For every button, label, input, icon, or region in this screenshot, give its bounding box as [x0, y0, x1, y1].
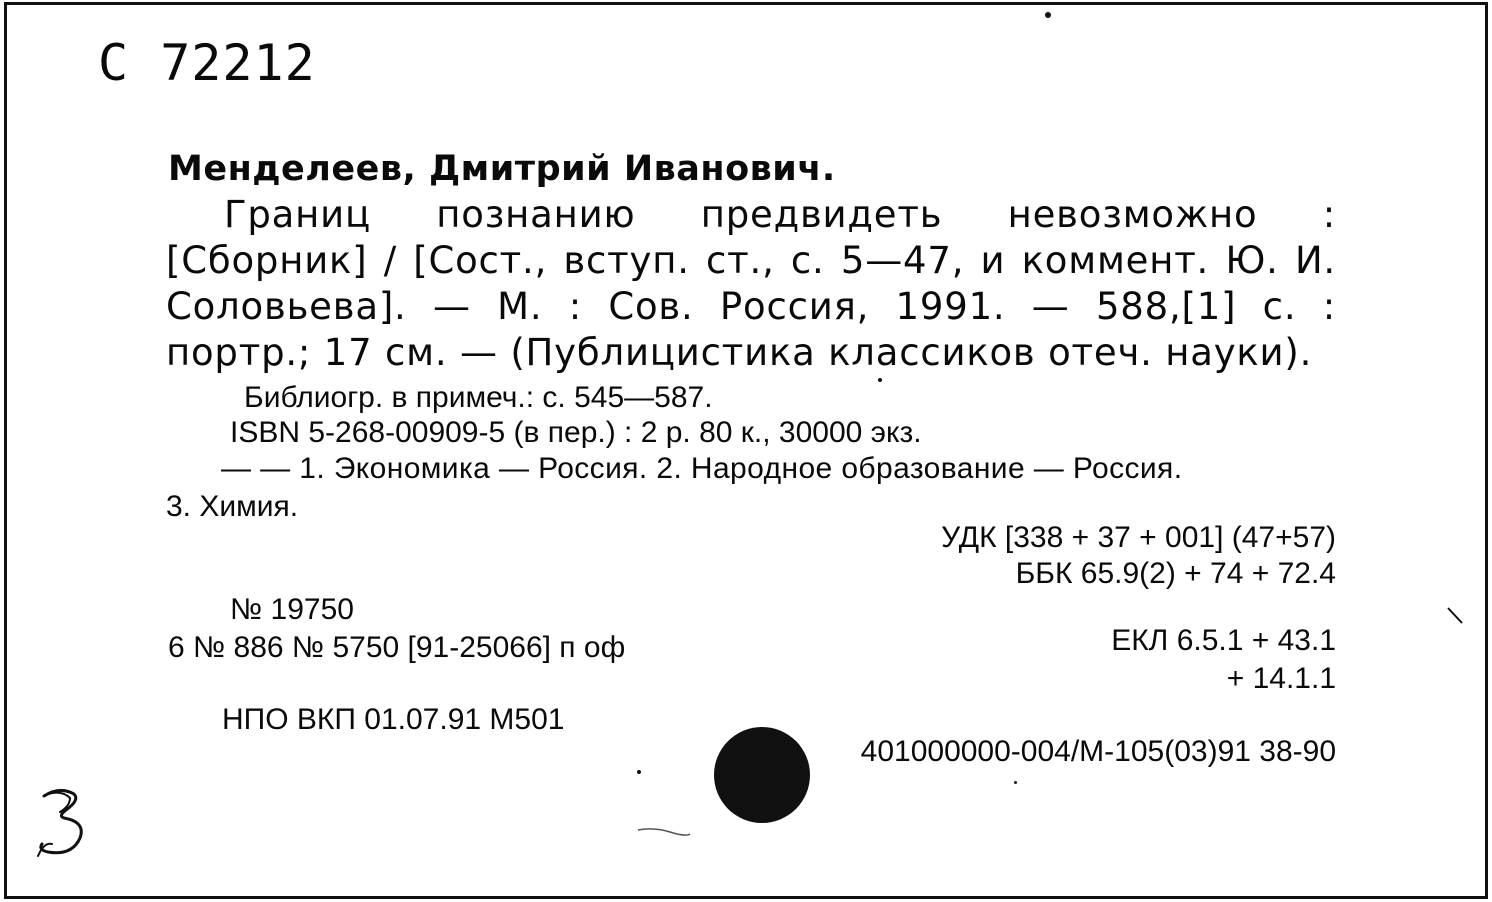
- ink-speck: [637, 770, 641, 774]
- smudge-mark-icon: [634, 822, 694, 842]
- bbk-index: ББК 65.9(2) + 74 + 72.4: [1015, 557, 1336, 590]
- bibliographic-description: Границ познанию предвидеть невозможно : [Сборник] / [Сост., вступ. ст., с. 5—47, и коммент. Ю. И. Соловьева]. — М. : Сов. Россия, 1991. — 588,[1] с. : портр.; 17 см. — (Публицистика классиков отеч. науки).: [166, 193, 1336, 374]
- npo-line: НПО ВКП 01.07.91 М501: [222, 703, 565, 736]
- ink-speck: [1045, 12, 1051, 18]
- ink-speck: [878, 378, 882, 382]
- author-heading: Менделеев, Дмитрий Иванович.: [168, 149, 836, 189]
- subjects-line-1: — — 1. Экономика — Россия. 2. Народное образование — Россия.: [221, 452, 1183, 485]
- classification-code: 401000000-004/М-105(03)91 38-90: [860, 735, 1336, 768]
- udc-index: УДК [338 + 37 + 001] (47+57): [941, 521, 1336, 554]
- order-line: 6 № 886 № 5750 [91-25066] п оф: [168, 631, 626, 664]
- subjects-line-2: 3. Химия.: [166, 490, 299, 523]
- ekl-index-line-2: + 14.1.1: [1226, 662, 1336, 695]
- call-number: С 72212: [98, 34, 316, 92]
- isbn-line: ISBN 5-268-00909-5 (в пер.) : 2 р. 80 к., 30000 экз.: [230, 416, 922, 449]
- ink-speck: [1014, 781, 1017, 784]
- handwritten-mark-icon: [30, 784, 94, 860]
- bibliography-note: Библиогр. в примеч.: с. 545—587.: [244, 381, 713, 414]
- punch-hole: [714, 727, 810, 823]
- ekl-index-line-1: ЕКЛ 6.5.1 + 43.1: [1111, 624, 1336, 657]
- stray-mark-icon: [1444, 604, 1468, 628]
- record-number: № 19750: [230, 593, 354, 626]
